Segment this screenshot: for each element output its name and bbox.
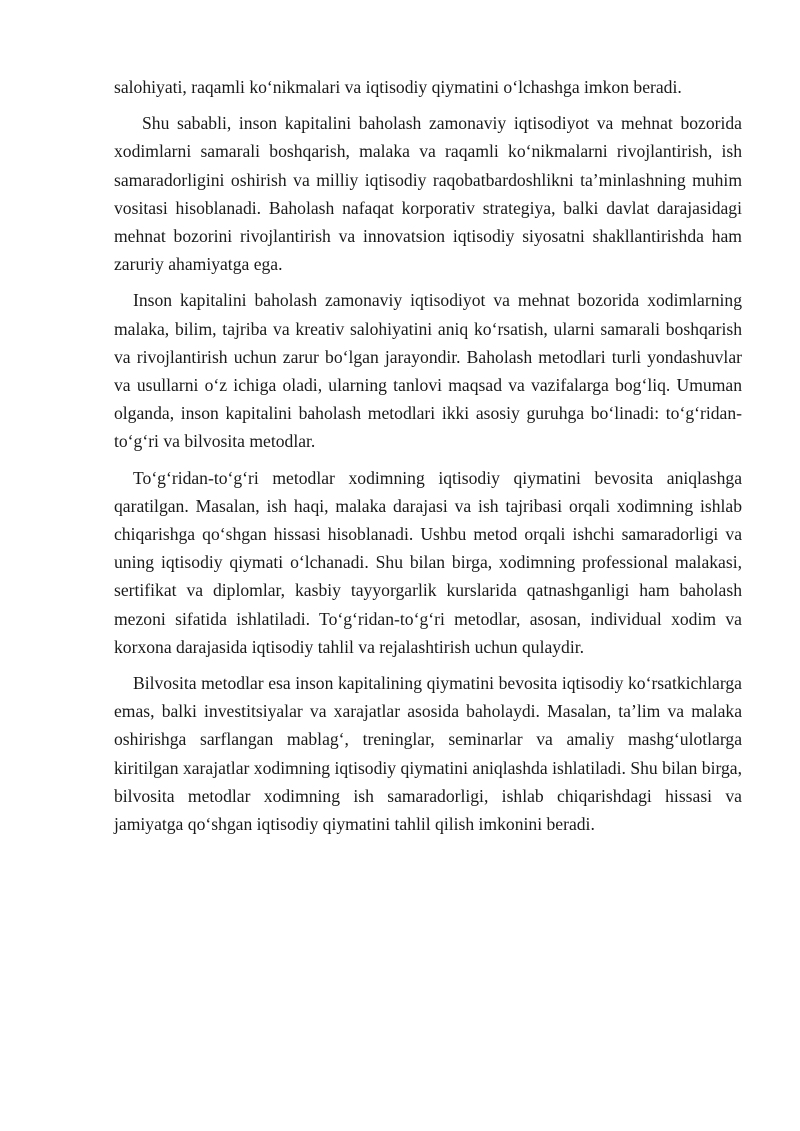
document-page (114, 73, 742, 846)
paragraph-continuation: salohiyati, raqamli ko‘nikmalari va iqtisodiy qiymatini o‘lchashga imkon beradi. (114, 77, 682, 97)
paragraph-inson-kapitalini: Inson kapitalini baholash zamonaviy iqtisodiyot va mehnat bozorida xodimlarning malaka, bilim, tajriba va kreativ salohiyatini aniq ko‘rsatish, ularni samarali boshqarish va rivojlantirish uchun zarur bo‘lgan jarayondir. Baholash metodlari turli yondashuvlar va usullarni o‘z ichiga oladi, ularning tanlovi maqsad va vazifalarga bog‘liq. Umuman olganda, inson kapitalini baholash metodlari ikki asosiy guruhga bo‘linadi: to‘g‘ridan-to‘g‘ri va bilvosita metodlar. (114, 290, 742, 452)
paragraph-togridan-togri: To‘g‘ridan-to‘g‘ri metodlar xodimning iqtisodiy qiymatini bevosita aniqlashga qaratilgan. Masalan, ish haqi, malaka darajasi va ish tajribasi orqali xodimning ishlab chiqarishga qo‘shgan hissasi hisoblanadi. Ushbu metod orqali ishchi samaradorligi va uning iqtisodiy qiymati o‘lchanadi. Shu bilan birga, xodimning professional malakasi, sertifikat va diplomlar, kasbiy tayyorgarlik kurslarida qatnashganligi ham baholash mezoni sifatida ishlatiladi. To‘g‘ridan-to‘g‘ri metodlar, asosan, individual xodim va korxona darajasida iqtisodiy tahlil va rejalashtirish uchun qulaydir. (114, 467, 742, 657)
paragraph-bilvosita: Bilvosita metodlar esa inson kapitalining qiymatini bevosita iqtisodiy ko‘rsatkichlarga emas, balki investitsiyalar va xarajatlar asosida baholaydi. Masalan, ta’lim va malaka oshirishga sarflangan mablag‘, treninglar, seminarlar va amaliy mashg‘ulotlarga kiritilgan xarajatlar xodimning iqtisodiy qiymatini aniqlashda ishlatiladi. Shu bilan birga, bilvosita metodlar xodimning ish samaradorligi, ishlab chiqarishdagi hissasi va jamiyatga qo‘shgan iqtisodiy qiymatini tahlil qilish imkonini beradi. (114, 673, 742, 835)
paragraph-shu-sababli: Shu sababli, inson kapitalini baholash zamonaviy iqtisodiyot va mehnat bozorida xodimlarni samarali boshqarish, malaka va raqamli ko‘nikmalarni rivojlantirish, ish samaradorligini oshirish va milliy iqtisodiy raqobatbardoshlikni ta’minlashning muhim vositasi hisoblanadi. Baholash nafaqat korporativ strategiya, balki davlat darajasidagi mehnat bozorini rivojlantirish va innovatsion iqtisodiy siyosatni shakllantirishda ham zaruriy ahamiyatga ega. (114, 113, 742, 275)
